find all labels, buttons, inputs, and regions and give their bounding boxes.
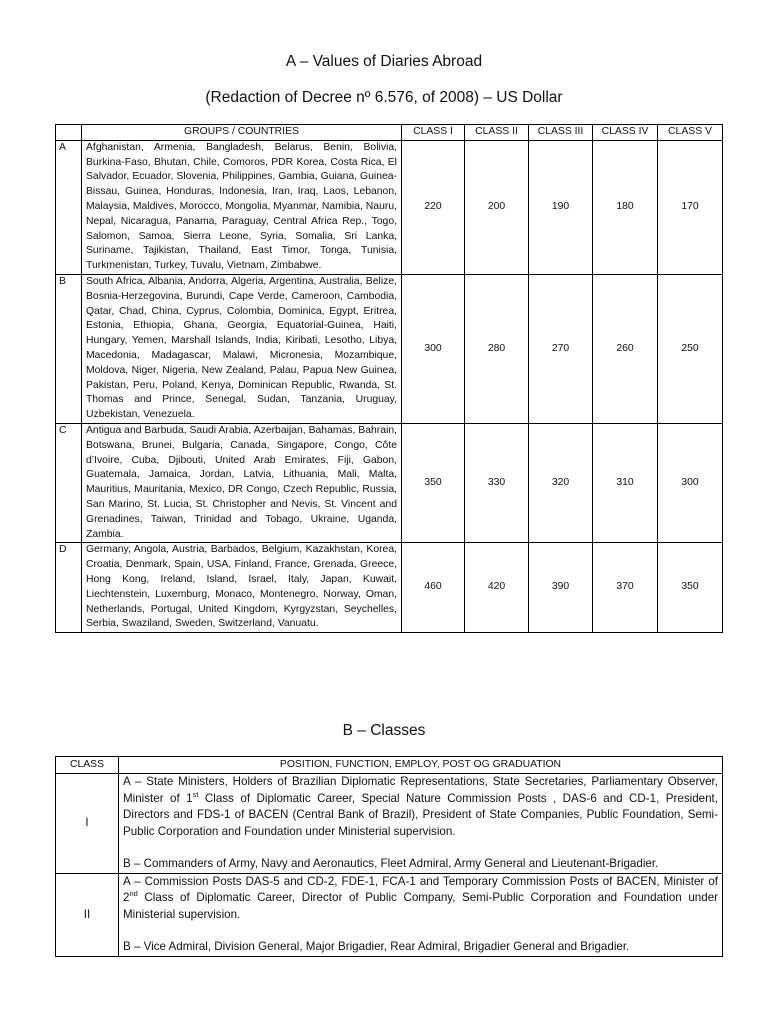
table-row-group-c xyxy=(56,423,723,542)
countries-list: Afghanistan, Armenia, Bangladesh, Belarus, Benin, Bolivia, Burkina-Faso, Bhutan, Chile, Comoros, PDR Korea, Costa Rica, El Salvador, Ecuador, Slovenia, Philippines, Gambia, Guiana, Guinea-Bissau, Guinea, Honduras, Indonesia, Iran, Iraq, Laos, Lebanon, Malaysia, Maldives, Morocco, Mongolia, Myanmar, Namibia, Nauru, Nepal, Nicaragua, Panama, Paraguay, Central Africa Rep., Togo, Salomon, Samoa, Sierra Leone, Syria, Somalia, Sri Lanka, Suriname, Tajikistan, Thailand, East Timor, Tonga, Tunisia, Turkmenistan, Turkey, Tuvalu, Vietnam, Zimbabwe. xyxy=(82,140,402,274)
paragraph-b: B – Vice Admiral, Division General, Major Brigadier, Rear Admiral, Brigadier General and Brigadier. xyxy=(123,940,630,953)
countries-header: GROUPS / COUNTRIES xyxy=(82,125,402,141)
value-class-v: 170 xyxy=(658,140,723,274)
table-row-class-i xyxy=(56,774,723,874)
value-class-i: 350 xyxy=(402,423,465,542)
class-ii-header: CLASS II xyxy=(465,125,529,141)
table-row-group-b xyxy=(56,274,723,423)
value-class-ii: 330 xyxy=(465,423,529,542)
value-class-iii: 320 xyxy=(529,423,593,542)
value-class-ii: 420 xyxy=(465,543,529,633)
value-class-iv: 310 xyxy=(593,423,658,542)
value-class-iv: 370 xyxy=(593,543,658,633)
group-label: A xyxy=(56,140,82,274)
page-title: A – Values of Diaries Abroad xyxy=(285,53,483,70)
value-class-v: 350 xyxy=(658,543,723,633)
group-label: B xyxy=(56,274,82,423)
class-iii-header: CLASS III xyxy=(529,125,593,141)
page-subtitle: (Redaction of Decree nº 6.576, of 2008) – US Dollar xyxy=(205,89,563,106)
class-i-header: CLASS I xyxy=(402,125,465,141)
countries-list: Antigua and Barbuda, Saudi Arabia, Azerbaijan, Bahamas, Bahrain, Botswana, Brunei, Bulgaria, Canada, Singapore, Congo, Côte d’Ivoire, Cuba, Djibouti, United Arab Emirates, Fiji, Gabon, Guatemala, Jamaica, Jordan, Latvia, Lithuania, Mali, Malta, Mauritius, Mauritania, Mexico, DR Congo, Czech Republic, Russia, San Marino, St. Lucia, St. Christopher and Nevis, St. Vincent and Grenadines, Taiwan, Trinidad and Tobago, Ukraine, Uganda, Zambia. xyxy=(82,423,402,542)
ordinal-suffix: nd xyxy=(129,889,138,899)
value-class-iii: 190 xyxy=(529,140,593,274)
value-class-ii: 280 xyxy=(465,274,529,423)
table-row-group-d xyxy=(56,543,723,633)
countries-list: Germany, Angola, Austria, Barbados, Belgium, Kazakhstan, Korea, Croatia, Denmark, Spain, USA, Finland, France, Grenada, Greece, Hong Kong, Ireland, Island, Israel, Italy, Japan, Kuwait, Liechtenstein, Luxemburg, Monaco, Montenegro, Norway, Oman, Netherlands, Portugal, United Kingdom, Kyrgyzstan, Seychelles, Serbia, Swaziland, Sweden, Switzerland, Vanuatu. xyxy=(82,543,402,633)
countries-list: South Africa, Albania, Andorra, Algeria, Argentina, Australia, Belize, Bosnia-Herzegovina, Burundi, Cape Verde, Cameroon, Cambodia, Qatar, Chad, China, Cyprus, Colombia, Dominica, Egypt, Eritrea, Estonia, Ethiopia, Ghana, Georgia, Equatorial-Guinea, Haiti, Hungary, Yemen, Marshall Islands, India, Kiribati, Lesotho, Libya, Macedonia, Madagascar, Malawi, Micronesia, Mozambique, Moldova, Niger, Nigeria, New Zealand, Palau, Papua New Guinea, Pakistan, Peru, Poland, Kenya, Dominican Republic, Rwanda, St. Thomas and Prince, Senegal, Sudan, Tanzania, Uruguay, Uzbekistan, Venezuela. xyxy=(82,274,402,423)
table-row-class-ii xyxy=(56,873,723,956)
value-class-iv: 180 xyxy=(593,140,658,274)
paragraph-b: B – Commanders of Army, Navy and Aeronautics, Fleet Admiral, Army General and Lieutenant-Brigadier. xyxy=(123,857,659,870)
class-label: I xyxy=(56,774,119,874)
table-row-group-a xyxy=(56,140,723,274)
value-class-iii: 390 xyxy=(529,543,593,633)
class-description xyxy=(119,774,723,874)
class-v-header: CLASS V xyxy=(658,125,723,141)
section-b-title: B – Classes xyxy=(342,722,426,739)
class-header: CLASS xyxy=(56,757,119,774)
value-class-v: 300 xyxy=(658,423,723,542)
class-description xyxy=(119,873,723,956)
class-iv-header: CLASS IV xyxy=(593,125,658,141)
value-class-v: 250 xyxy=(658,274,723,423)
values-table xyxy=(55,124,723,633)
class-label: II xyxy=(56,873,119,956)
group-header xyxy=(56,125,82,141)
value-class-iv: 260 xyxy=(593,274,658,423)
values-table-header-row xyxy=(56,125,723,141)
paragraph-a: A – State Ministers, Holders of Brazilian Diplomatic Representations, State Secretaries, Parliamentary Observer, Minister of 1st Class of Diplomatic Career, Special Nature Commission Posts , DAS-6 and CD-1, President, Directors and FDS-1 of BACEN (Central Bank of Brazil), President of State Companies, Public Foundation, Semi-Public Corporation and Foundation under Ministerial supervision. xyxy=(123,775,718,838)
value-class-i: 220 xyxy=(402,140,465,274)
value-class-i: 460 xyxy=(402,543,465,633)
position-header: POSITION, FUNCTION, EMPLOY, POST OG GRADUATION xyxy=(119,757,723,774)
paragraph-a: A – Commission Posts DAS-5 and CD-2, FDE-1, FCA-1 and Temporary Commission Posts of BACEN, Minister of 2nd Class of Diplomatic Career, Director of Public Company, Semi-Public Corporation and Foundation under Ministerial supervision. xyxy=(123,874,718,921)
value-class-ii: 200 xyxy=(465,140,529,274)
group-label: C xyxy=(56,423,82,542)
value-class-iii: 270 xyxy=(529,274,593,423)
ordinal-suffix: st xyxy=(192,789,199,799)
value-class-i: 300 xyxy=(402,274,465,423)
classes-table xyxy=(55,756,723,957)
group-label: D xyxy=(56,543,82,633)
classes-table-header-row xyxy=(56,757,723,774)
